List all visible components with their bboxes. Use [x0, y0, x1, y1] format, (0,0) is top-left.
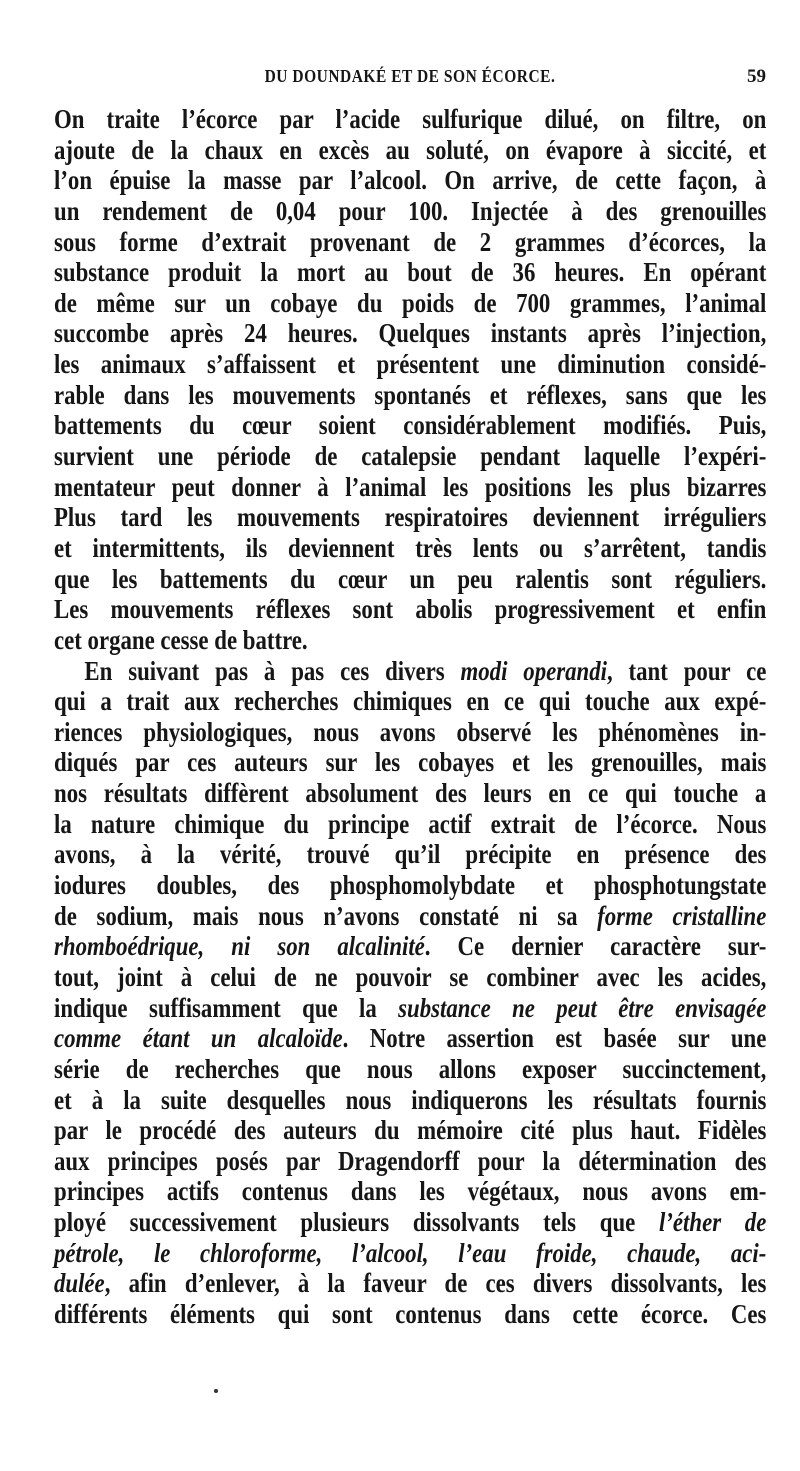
text-line — [54, 625, 766, 656]
text-line — [54, 410, 766, 441]
text-run: de sodium, mais nous n’avons constaté ni sa — [54, 900, 598, 931]
text-line — [54, 288, 766, 319]
running-head — [54, 66, 766, 92]
text-run: . Notre assertion est basée sur une — [342, 1023, 767, 1054]
italic-run: forme cristalline — [597, 900, 767, 931]
text-line — [54, 441, 766, 472]
text-run: par le procédé des auteurs du mémoire cité plus haut. Fidèles — [54, 1115, 767, 1146]
text-run: que les battements du cœur un peu ralentis sont réguliers. — [54, 563, 767, 594]
text-line — [54, 1115, 766, 1146]
text-run: ployé successivement plusieurs dissolvants tels que — [54, 1207, 659, 1238]
text-run: Plus tard les mouvements respiratoires deviennent irréguliers — [54, 502, 767, 533]
text-run: un rendement de 0,04 pour 100. Injectée à des grenouilles — [54, 195, 767, 226]
text-run: indique suffisamment que la — [54, 992, 399, 1023]
text-line — [54, 472, 766, 503]
text-line — [54, 135, 766, 166]
text-line — [54, 196, 766, 227]
text-run: tout, joint à celui de ne pouvoir se combiner avec les acides, — [54, 961, 767, 992]
text-line — [54, 901, 766, 932]
text-run: battements du cœur soient considérablement modifiés. Puis, — [54, 410, 767, 441]
text-run: qui a trait aux recherches chimiques en ce qui touche aux expé- — [54, 686, 767, 717]
italic-run: comme étant un alcaloïde — [54, 1023, 343, 1054]
text-line — [54, 1054, 766, 1085]
italic-run: pétrole, le chloroforme, l’alcool, l’eau froide, chaude, aci- — [54, 1237, 767, 1268]
text-run: , tant pour ce — [606, 655, 767, 686]
text-line — [54, 1207, 766, 1238]
text-run: sous forme d’extrait provenant de 2 grammes d’écorces, la — [54, 226, 767, 257]
text-line — [54, 931, 766, 962]
text-line — [54, 747, 766, 778]
text-run: mentateur peut donner à l’animal les positions les plus bizarres — [54, 471, 767, 502]
text-line — [54, 349, 766, 380]
text-run: survient une période de catalepsie pendant laquelle l’expéri- — [54, 441, 767, 472]
text-line — [54, 993, 766, 1024]
text-line — [54, 839, 766, 870]
text-line — [54, 1023, 766, 1054]
text-line — [54, 318, 766, 349]
italic-run: substance ne peut être envisagée — [398, 992, 767, 1023]
text-run: En suivant pas à pas ces divers — [84, 655, 461, 686]
body-text — [54, 104, 766, 1330]
text-line — [54, 778, 766, 809]
text-line — [54, 809, 766, 840]
italic-run: modi operandi — [460, 655, 607, 686]
text-line — [54, 1238, 766, 1269]
text-run: nos résultats diffèrent absolument des leurs en ce qui touche a — [54, 778, 767, 809]
italic-run: l’éther de — [658, 1207, 767, 1238]
text-line — [54, 1146, 766, 1177]
text-line — [54, 962, 766, 993]
text-line — [54, 1176, 766, 1207]
text-line — [54, 686, 766, 717]
text-run: la nature chimique du principe actif extrait de l’écorce. Nous — [54, 808, 767, 839]
text-line — [54, 165, 766, 196]
text-run: rable dans les mouvements spontanés et réflexes, sans que les — [54, 379, 767, 410]
text-run: l’on épuise la masse par l’alcool. On arrive, de cette façon, à — [54, 165, 767, 196]
text-run: iodures doubles, des phosphomolybdate et phosphotungstate — [54, 870, 767, 901]
text-run: , afin d’enlever, à la faveur de ces divers dissolvants, les — [104, 1268, 767, 1299]
text-run: cet organe cesse de battre. — [54, 624, 308, 655]
italic-run: rhomboédrique, ni son alcalinité — [54, 931, 425, 962]
running-title: DU DOUNDAKÉ ET DE SON ÉCORCE. — [264, 66, 556, 86]
text-run: et à la suite desquelles nous indiquerons les résultats fournis — [54, 1084, 767, 1115]
text-run: principes actifs contenus dans les végétaux, nous avons em- — [54, 1176, 767, 1207]
italic-run: dulée — [54, 1268, 105, 1299]
text-line — [54, 227, 766, 258]
text-line — [54, 104, 766, 135]
text-run: de même sur un cobaye du poids de 700 grammes, l’animal — [54, 287, 767, 318]
text-line — [54, 870, 766, 901]
text-run: diqués par ces auteurs sur les cobayes et les grenouilles, mais — [54, 747, 767, 778]
text-run: avons, à la vérité, trouvé qu’il précipite en présence des — [54, 839, 767, 870]
text-line — [54, 533, 766, 564]
text-line — [54, 1299, 766, 1330]
text-run: et intermittents, ils deviennent très lents ou s’arrêtent, tandis — [54, 532, 767, 563]
text-run: . Ce dernier caractère sur- — [424, 931, 767, 962]
text-run: riences physiologiques, nous avons observé les phénomènes in- — [54, 716, 767, 747]
text-run: différents éléments qui sont contenus dans cette écorce. Ces — [54, 1298, 767, 1329]
text-line — [54, 257, 766, 288]
text-run: les animaux s’affaissent et présentent une diminution considé- — [54, 349, 767, 380]
text-line — [54, 564, 766, 595]
text-run: aux principes posés par Dragendorff pour la détermination des — [54, 1145, 767, 1176]
text-line — [54, 594, 766, 625]
text-run: On traite l’écorce par l’acide sulfurique dilué, on filtre, on — [54, 104, 767, 134]
page-number: 59 — [747, 66, 766, 87]
text-run: série de recherches que nous allons exposer succinctement, — [54, 1053, 767, 1084]
text-run: Les mouvements réflexes sont abolis progressivement et enfin — [54, 594, 767, 625]
text-line — [54, 380, 766, 411]
text-line — [54, 717, 766, 748]
text-run: ajoute de la chaux en excès au soluté, on évapore à siccité, et — [54, 134, 767, 165]
ink-speck — [214, 1389, 218, 1393]
text-line — [54, 1085, 766, 1116]
text-run: substance produit la mort au bout de 36 heures. En opérant — [54, 257, 767, 288]
text-line — [54, 1268, 766, 1299]
text-line — [54, 502, 766, 533]
text-line — [54, 656, 766, 687]
text-run: succombe après 24 heures. Quelques instants après l’injection, — [54, 318, 767, 349]
